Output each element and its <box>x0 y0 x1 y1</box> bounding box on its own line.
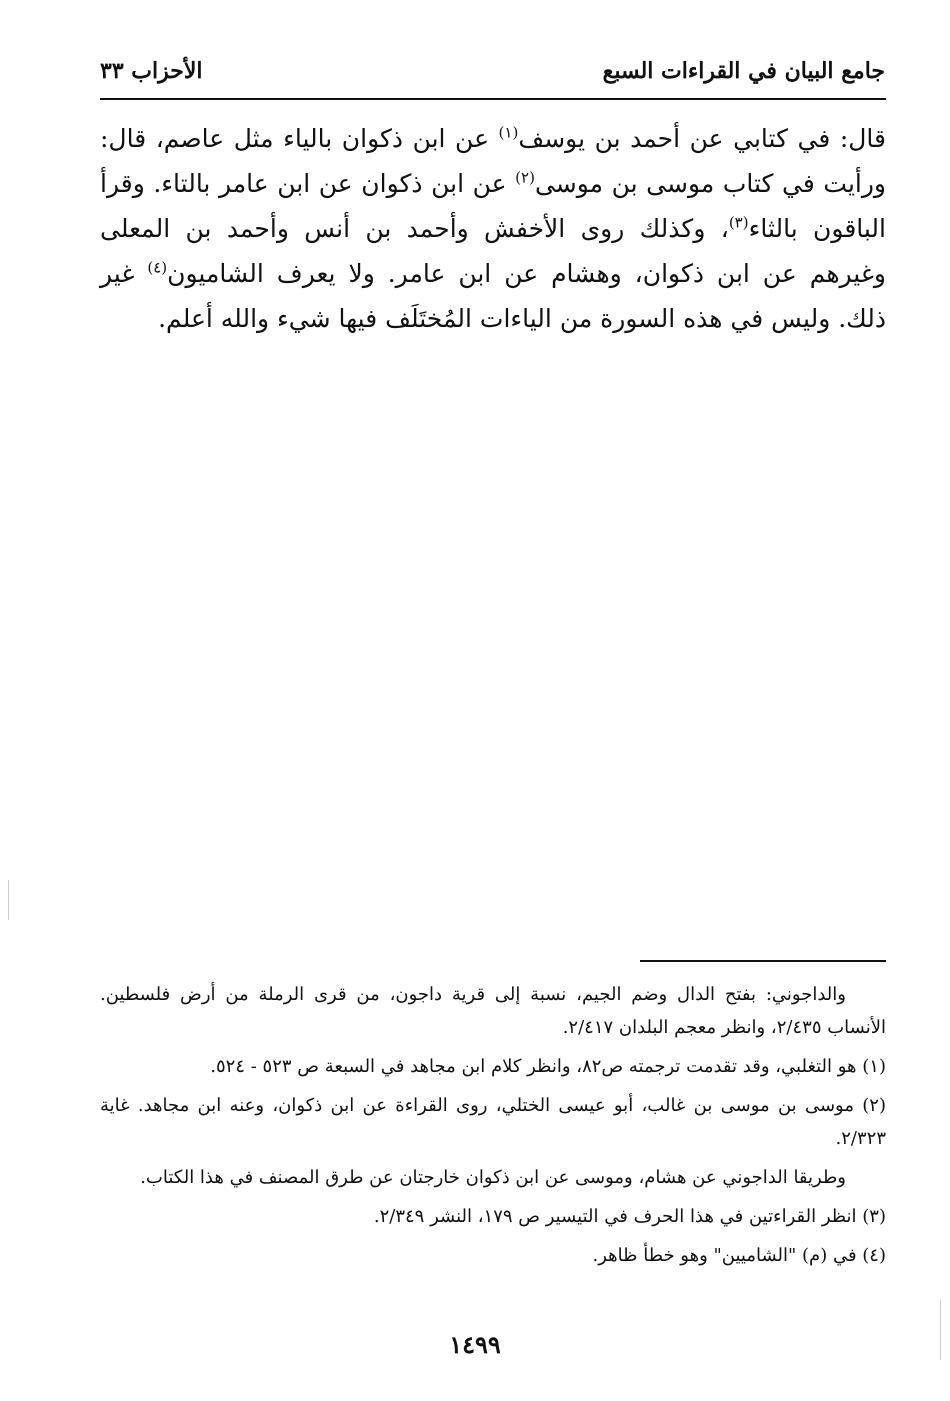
text-segment: غير ذلك. وليس في هذه السورة من الياءات المُختَلَف فيها شيء والله أعلم. <box>100 259 886 333</box>
main-text <box>100 116 886 341</box>
footnote-4: (٤) في (م) "الشاميين" وهو خطأ ظاهر. <box>592 1245 886 1266</box>
footnote-ref-2: (٢) <box>515 168 535 187</box>
section-title: الأحزاب ٣٣ <box>100 58 203 84</box>
book-title: جامع البيان في القراءات السبع <box>602 58 885 84</box>
footnote-ref-4: (٤) <box>147 258 168 277</box>
footnote-2-continuation: وطريقا الداجوني عن هشام، وموسى عن ابن ذكوان خارجتان عن طرق المصنف في هذا الكتاب. <box>140 1167 846 1188</box>
text-segment: ، وكذلك روى الأخفش وأحمد بن أنس وأحمد بن المعلى وغيرهم عن ابن ذكوان، وهشام عن ابن عامر. ولا يعرف الشاميون <box>100 214 887 288</box>
text-segment: عن ابن ذكوان بالياء مثل عاصم، قال: ورأيت في كتاب موسى بن موسى <box>100 124 886 198</box>
header-divider <box>100 98 886 100</box>
page-number: ١٤٩٩ <box>449 1330 501 1359</box>
scan-margin-mark <box>940 1300 941 1360</box>
running-header <box>100 58 885 98</box>
footnote-ref-3: (٣) <box>728 213 749 232</box>
footnote-1: (١) هو التغلبي، وقد تقدمت ترجمته ص٨٢، وانظر كلام ابن مجاهد في السبعة ص ٥٢٣ - ٥٢٤. <box>210 1056 886 1077</box>
text-segment: قال: في كتابي عن أحمد بن يوسف <box>518 124 886 153</box>
text-segment: عن ابن ذكوان عن ابن عامر بالتاء. وقرأ الباقون بالثاء <box>100 169 886 243</box>
footnotes <box>100 978 886 1278</box>
footnote-3: (٣) انظر القراءتين في هذا الحرف في التيسير ص ١٧٩، النشر ٢/٣٤٩. <box>373 1206 886 1227</box>
body-paragraph <box>100 116 886 341</box>
footnote-divider <box>640 960 886 962</box>
footnote-2: (٢) موسى بن موسى بن غالب، أبو عيسى الختلي، روى القراءة عن ابن ذكوان، وعنه ابن مجاهد. غاية ٢/٣٢٣. <box>100 1095 886 1149</box>
footnote-continuation: والداجوني: بفتح الدال وضم الجيم، نسبة إلى قرية داجون، من قرى الرملة من أرض فلسطين. الأنساب ٢/٤٣٥، وانظر معجم البلدان ٢/٤١٧. <box>100 984 886 1038</box>
footnote-ref-1: (١) <box>498 123 519 142</box>
scan-margin-mark <box>8 880 9 920</box>
